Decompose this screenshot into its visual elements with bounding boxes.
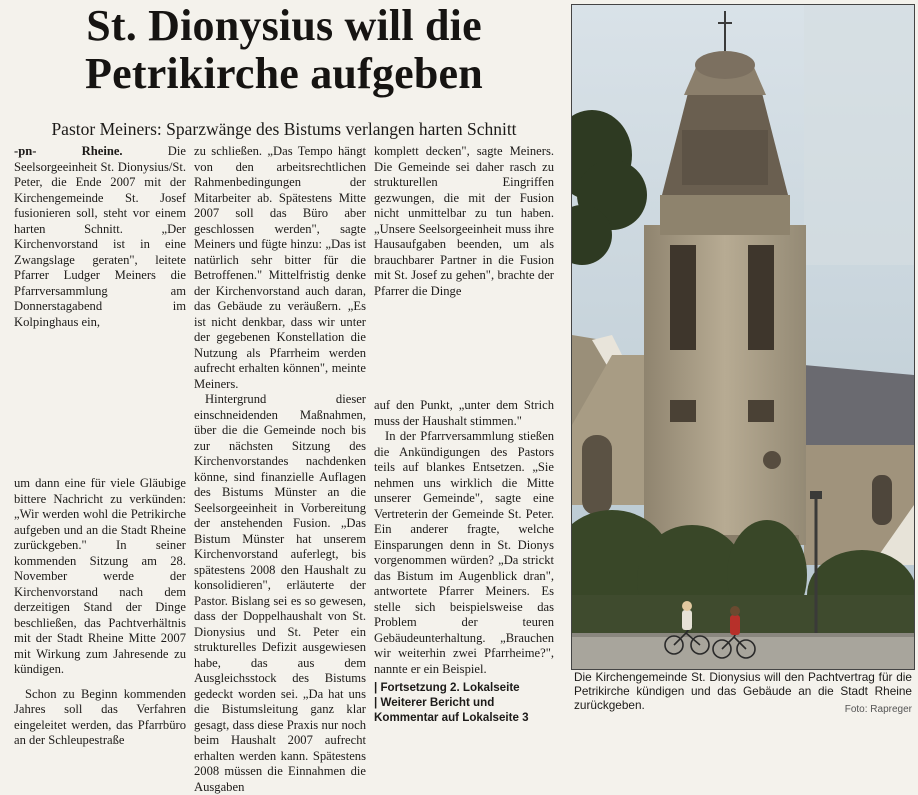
continuation-line: | Fortsetzung 2. Lokalseite: [374, 681, 520, 694]
church-photo: [571, 4, 915, 670]
church-illustration: [572, 5, 914, 669]
church-nave-left: [572, 335, 652, 515]
article-paragraph: komplett decken", sagte Meiners. Die Gemeinde sei daher rasch zu strukturellen Eingriffen gezwungen, die mit der Fusion nicht unmittelbar zu tun haben. „Unsere Seelsorgeeinheit muss ihre Hausaufgaben beenden, um als brauchbarer Partner in die Fusion mit St. Josef zu gehen", brachte der Pfarrer die Dinge: [374, 144, 554, 298]
dateline: -pn- Rheine.: [14, 144, 123, 158]
article-column-3-top: [374, 144, 554, 304]
headline-line-2: Petrikirche aufgeben: [85, 49, 483, 98]
background-poster: [804, 5, 914, 265]
article-paragraph: Schon zu Beginn kommenden Jahres soll das Verfahren eingeleitet werden, das Pfarrbüro an der Schleupestraße: [14, 686, 186, 747]
article-paragraph: zu schließen. „Das Tempo hängt von den arbeitsrechtlichen Rahmenbedingungen der Mitarbeiter ab. Spätestens Mitte 2007 soll das Büro aber geschlossen werden", sagte Meiners und fügte hinzu: „Das ist natürlich sehr bitter für die Betroffenen." Mittelfristig denke der Kirchenvorstand auch daran, das Gebäude zu veräußern. „Es ist nicht denkbar, dass wir unter der gegebenen Konstellation die Nutzung als Pfarrheim werden aufrecht erhalten können", meinte Meiners.: [194, 144, 366, 391]
continuation-references: [374, 680, 560, 725]
article-column-1-top: [14, 144, 186, 329]
headline-line-1: St. Dionysius will die: [86, 1, 482, 50]
article-paragraph: um dann eine für viele Gläubige bittere Nachricht zu verkünden: „Wir werden wohl die Petrikirche aufgeben und an die Stadt Rheine zurückgeben." In seiner kommenden Sitzung am 28. November werde der Kirchenvorstand nach dem derzeitigen Stand der Dinge beschließen, das Pachtverhältnis mit der Stadt Rheine Mitte 2007 mit Wirkung zum Jahresende zu kündigen.: [14, 476, 186, 676]
article-paragraph: auf den Punkt, „unter dem Strich muss der Haushalt stimmen.": [374, 398, 554, 428]
article-column-1-bottom: [14, 476, 186, 747]
photo-credit: Foto: Rapreger: [844, 704, 912, 715]
further-report-line: | Weiterer Bericht und Kommentar auf Lokalseite 3: [374, 696, 529, 724]
article-column-3-bottom: [374, 398, 554, 678]
article-column-2: [194, 144, 366, 794]
article-paragraph: Hintergrund dieser einschneidenden Maßnahmen, über die die Gemeinde noch bis zur nächsten Sitzung des Kirchenvorstandes nachdenken könne, sind finanzielle Auflagen des Bistums Münster an die Seelsorgeeinheit in Vorbereitung der anstehenden Fusion. „Das Bistum Münster hat unserem Kirchenvorstand auferlegt, bis spätestens 2008 den Haushalt zu konsolidieren", erläuterte der Pastor. Bislang sei es so gewesen, dass der Doppelhaushalt von St. Dionysius und St. Peter ein strukturelles Defizit ausgewiesen habe, das aus dem Ausgleichsstock des Bistums gedeckt worden sei. „Da hat uns die Bistumsleitung ganz klar gesagt, dass diese Praxis nur noch beim Haushalt 2007 aufrecht erhalten werden kann. Spätestens 2008 müssen die Einnahmen die Ausgaben: [194, 392, 366, 794]
photo-caption: Die Kirchengemeinde St. Dionysius will den Pachtvertrag für die Petrikirche kündigen und das Gebäude an die Stadt Rheine zurückgeben.: [574, 670, 912, 712]
subheadline: Pastor Meiners: Sparzwänge des Bistums verlangen harten Schnitt: [51, 119, 517, 139]
article-paragraph: In der Pfarrversammlung stießen die Ankündigungen des Pastors teils auf blankes Entsetzen. „Sie nehmen uns wirklich die Mitte unserer Gemeinde", sagte eine Vertreterin der Gemeinde St. Peter. Ein anderer fragte, welche Einsparungen denn in St. Dionys vorgenommen würden? „Da strickt das Bistum im Augenblick dran", antwortete Pfarrer Meiners. Es stelle sich beispielsweise das Problem der teuren Gebäudeunterhaltung. „Brauchen wir weiterhin zwei Pfarrheime?", nannte er ein Beispiel.: [374, 429, 554, 676]
church-nave-right: [804, 365, 914, 565]
article-lead-text: Die Seelsorgeeinheit St. Dionysius/St. Peter, die Ende 2007 mit der Kirchengemeinde St. Josef fusionieren soll, steht vor einem harten Schnitt. „Der Kirchenvorstand ist in eine Zwangslage geraten", leitete Pfarrer Ludger Meiners die Pfarrversammlung am Donnerstagabend im Kolpinghaus ein,: [14, 144, 186, 329]
headline: [0, 2, 568, 98]
